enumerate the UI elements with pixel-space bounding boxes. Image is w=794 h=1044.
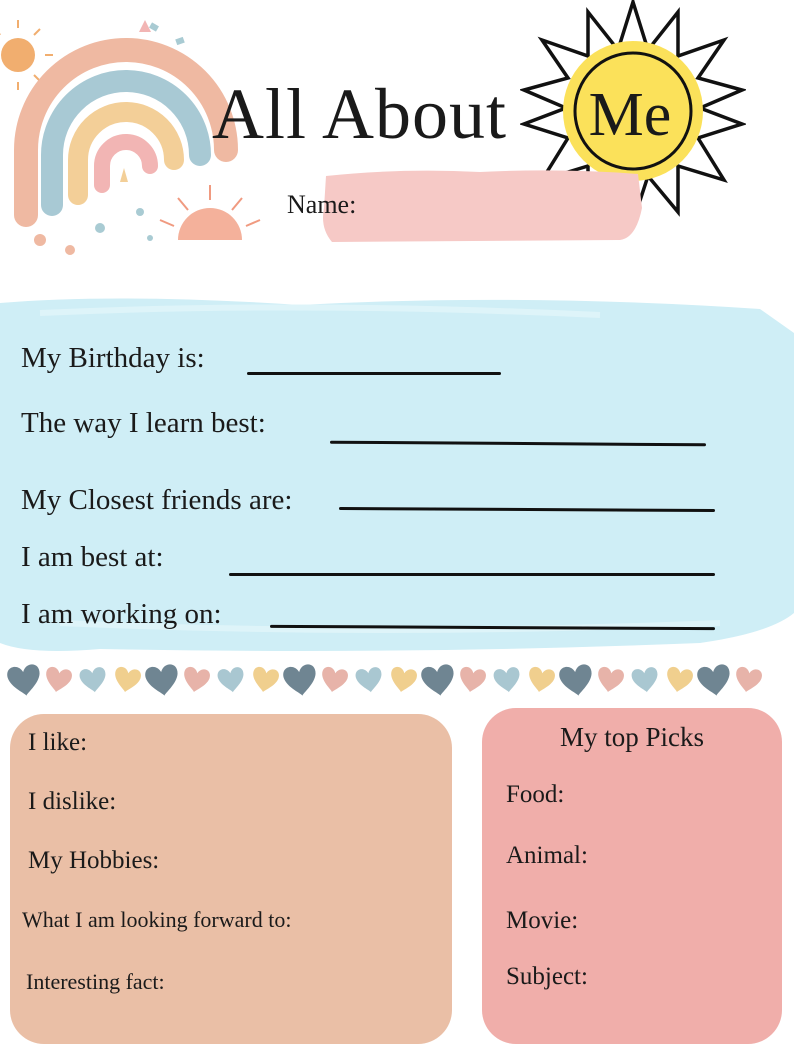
- top-picks-title: My top Picks: [559, 722, 705, 752]
- heart-icon: [696, 663, 732, 698]
- i-dislike-label: I dislike:: [28, 788, 117, 815]
- heart-icon: [181, 666, 211, 694]
- title-highlight: Me: [588, 81, 672, 149]
- best-at-label: I am best at:: [21, 541, 164, 573]
- heart-icon: [664, 666, 694, 694]
- interesting-fact-label: Interesting fact:: [26, 969, 165, 994]
- heart-icon: [217, 666, 246, 694]
- page-title: All About: [212, 74, 508, 154]
- heart-icon: [420, 663, 456, 698]
- heart-icon: [79, 666, 108, 694]
- subject-label: Subject:: [506, 963, 588, 990]
- heart-icon: [6, 663, 42, 698]
- heart-icon: [355, 666, 384, 694]
- best-at-answer-line[interactable]: [229, 573, 715, 576]
- top-picks-card: [482, 708, 782, 1044]
- hobbies-label: My Hobbies:: [28, 847, 160, 874]
- friends-label: My Closest friends are:: [21, 484, 293, 516]
- learn-best-label: The way I learn best:: [21, 407, 266, 439]
- working-on-label: I am working on:: [21, 598, 222, 630]
- i-like-label: I like:: [28, 729, 88, 756]
- heart-icon: [282, 663, 318, 698]
- looking-forward-label: What I am looking forward to:: [22, 907, 292, 932]
- birthday-label: My Birthday is:: [21, 342, 205, 374]
- heart-icon: [457, 666, 487, 694]
- heart-icon: [250, 666, 280, 694]
- heart-icon: [493, 666, 522, 694]
- food-label: Food:: [506, 781, 565, 808]
- sunrise-icon: [160, 185, 260, 240]
- name-label: Name:: [287, 190, 357, 219]
- heart-icon: [631, 666, 660, 694]
- heart-icon: [558, 663, 594, 698]
- name-input-brush[interactable]: [320, 168, 642, 242]
- heart-icon: [43, 666, 73, 694]
- heart-icon: [388, 666, 418, 694]
- animal-label: Animal:: [506, 842, 588, 869]
- heart-icon: [595, 666, 625, 694]
- heart-icon: [733, 666, 763, 694]
- movie-label: Movie:: [506, 907, 579, 934]
- birthday-answer-line[interactable]: [247, 372, 501, 375]
- heart-icon: [144, 663, 180, 698]
- heart-icon: [526, 666, 556, 694]
- heart-icon: [112, 666, 142, 694]
- heart-icon: [319, 666, 349, 694]
- hearts-divider: [0, 658, 794, 700]
